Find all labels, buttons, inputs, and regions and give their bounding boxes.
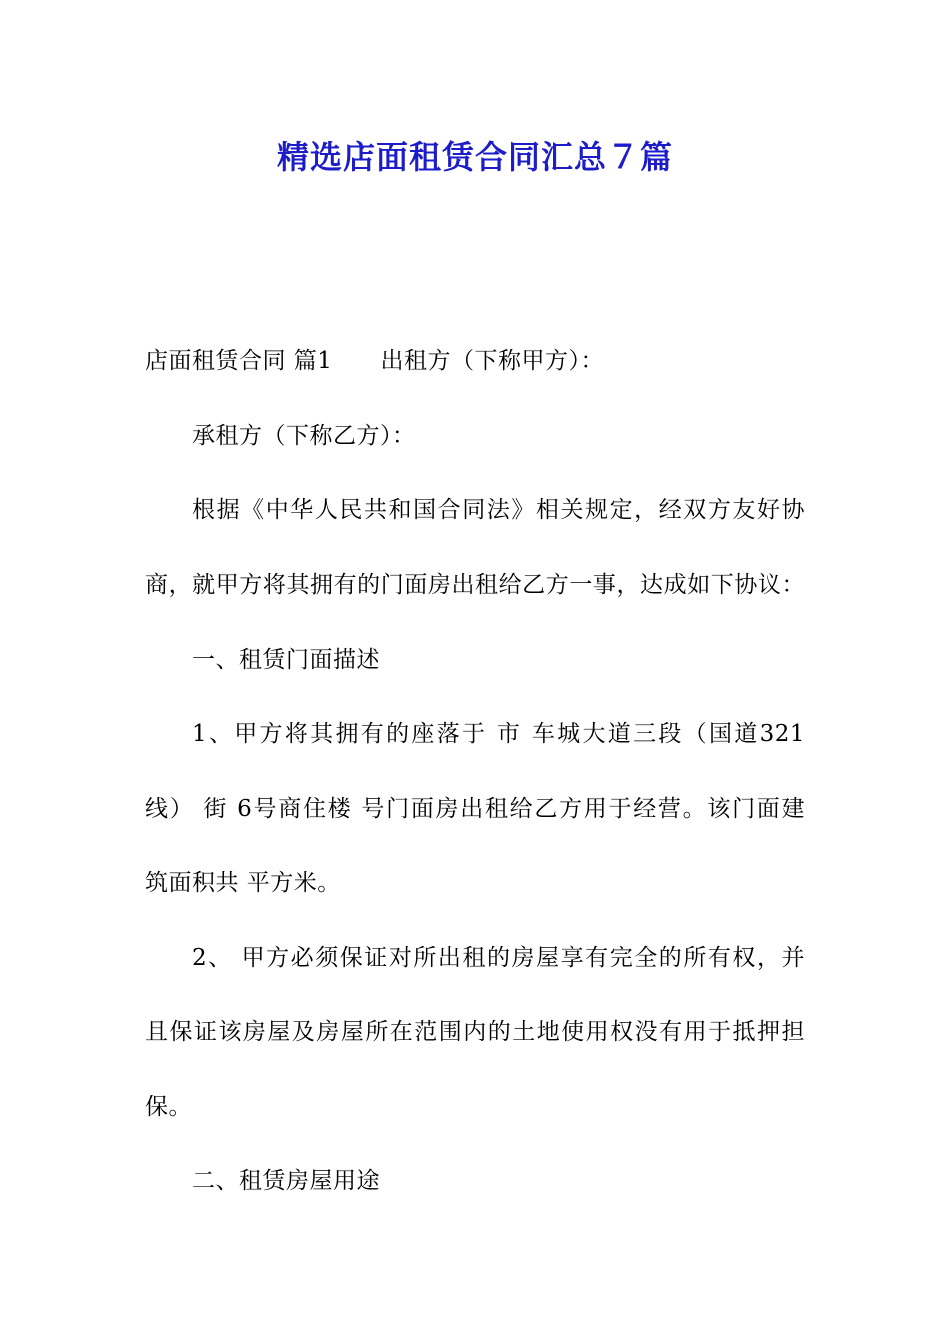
paragraph-line-6: 1、甲方将其拥有的座落于 市 车城大道三段（国道321 bbox=[192, 721, 805, 747]
paragraph-line-7: 线） 街 6号商住楼 号门面房出租给乙方用于经营。该门面建 bbox=[145, 796, 805, 822]
paragraph-line-1 bbox=[145, 346, 805, 376]
document-title: 精选店面租赁合同汇总７篇 bbox=[276, 138, 673, 176]
paragraph-line-10: 且保证该房屋及房屋所在范围内的土地使用权没有用于抵押担 bbox=[145, 1019, 805, 1045]
paragraph-line-4: 商，就甲方将其拥有的门面房出租给乙方一事，达成如下协议： bbox=[145, 572, 805, 598]
section-heading-2: 二、租赁房屋用途 bbox=[192, 1168, 380, 1194]
section-heading-1: 一、租赁门面描述 bbox=[192, 647, 380, 673]
paragraph-line-9: 2、 甲方必须保证对所出租的房屋享有完全的所有权，并 bbox=[192, 945, 805, 971]
lessee-label: 承租方（下称乙方）： bbox=[192, 423, 416, 449]
paragraph-line-3: 根据《中华人民共和国合同法》相关规定，经双方友好协 bbox=[192, 497, 805, 523]
contract-heading: 店面租赁合同 篇1 bbox=[145, 348, 333, 374]
paragraph-line-8: 筑面积共 平方米。 bbox=[145, 870, 341, 896]
lessor-label: 出租方（下称甲方）： bbox=[380, 348, 604, 374]
paragraph-line-11: 保。 bbox=[145, 1094, 192, 1120]
